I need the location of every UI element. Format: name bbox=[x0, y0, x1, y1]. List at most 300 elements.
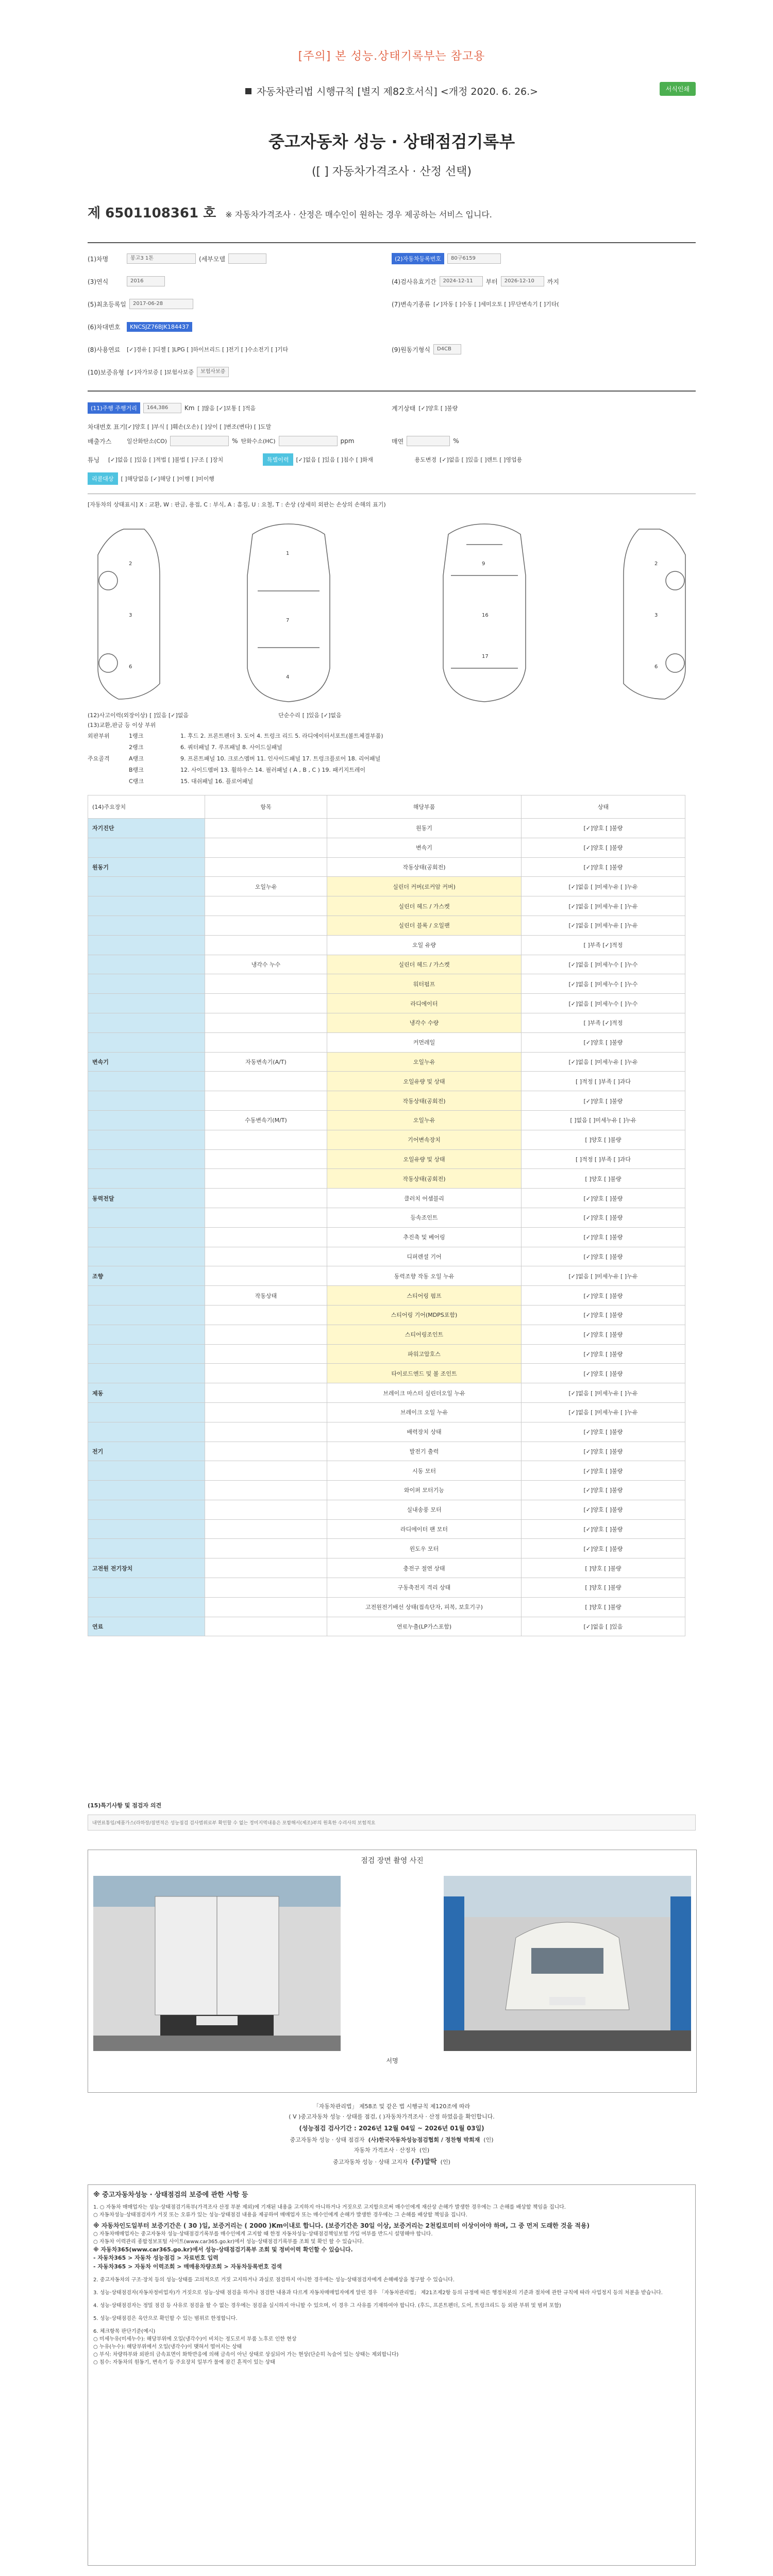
reg-no-field[interactable]: 80구6159 bbox=[447, 253, 501, 264]
row-status[interactable]: [✓]양호 [ ]불량 bbox=[522, 1227, 685, 1247]
page bbox=[88, 0, 696, 1826]
row-part: 워터펌프 bbox=[327, 974, 522, 994]
valid-label: (4)검사유효기간 bbox=[392, 278, 436, 285]
row-status[interactable]: [✓]없음 [ ]미세누수 [ ]누수 bbox=[522, 974, 685, 994]
row-status[interactable]: [✓]없음 [ ]미세누유 [ ]누유 bbox=[522, 1383, 685, 1403]
fuel-label: (8)사용연료 bbox=[88, 346, 121, 353]
row-item bbox=[205, 1442, 327, 1461]
year-label: (3)연식 bbox=[88, 278, 109, 285]
row-part: 디퍼렌셜 기어 bbox=[327, 1247, 522, 1266]
table-row bbox=[88, 1189, 685, 1208]
year-field[interactable]: 2016 bbox=[127, 276, 165, 286]
rank-c-items: 15. 대쉬패널 16. 플로어패널 bbox=[180, 778, 254, 785]
hc-label: 탄화수소(HC) bbox=[241, 438, 276, 445]
fuel-options[interactable]: [✓]경유 [ ]디젤 [ ]LPG [ ]하이브리드 [ ]전기 [ ]수소전기 [ ]기타 bbox=[127, 346, 289, 353]
row-item bbox=[205, 1539, 327, 1558]
row-part: 추진축 및 베어링 bbox=[327, 1227, 522, 1247]
co-unit: % bbox=[232, 437, 238, 445]
svg-text:17: 17 bbox=[482, 654, 489, 659]
row-part: 시동 모터 bbox=[327, 1461, 522, 1481]
row-part: 와이퍼 모터기능 bbox=[327, 1481, 522, 1500]
row-part: 브레이크 오일 누유 bbox=[327, 1402, 522, 1422]
cert-description: ※ 자동차가격조사 · 산정은 매수인이 원하는 경우 제공하는 서비스 입니다. bbox=[225, 210, 492, 219]
trans-options[interactable]: [✓]자동 [ ]수동 [ ]세미오토 [ ]무단변속기 [ ]기타( bbox=[433, 301, 559, 308]
row-status[interactable]: [✓]양호 [ ]불량 bbox=[522, 1247, 685, 1266]
mileage-unit: Km bbox=[184, 404, 195, 412]
row-device: 자기진단 bbox=[88, 819, 205, 838]
row-device bbox=[88, 1325, 205, 1344]
row-status[interactable]: [✓]양호 [ ]불량 bbox=[522, 1422, 685, 1442]
inspection-table bbox=[88, 795, 685, 1636]
warranty-field[interactable]: D4CB bbox=[433, 344, 461, 354]
row-item bbox=[205, 819, 327, 838]
law-line-1: 「자동차관리법」 제58조 및 같은 법 시행규칙 제120조에 따라 bbox=[313, 2103, 470, 2110]
row-item bbox=[205, 1305, 327, 1325]
note-13: ○ 미세누유(미세누수): 해당부위에 오일(냉각수)이 비치는 정도로서 부품 노후로 인한 현상 bbox=[93, 2336, 297, 2342]
row-item bbox=[205, 1169, 327, 1189]
row-device bbox=[88, 1247, 205, 1266]
row-device bbox=[88, 955, 205, 974]
rank1-label: 1랭크 bbox=[129, 733, 144, 739]
row-part: 오일유량 및 상태 bbox=[327, 1072, 522, 1091]
photo-section bbox=[88, 1850, 697, 2093]
row-item bbox=[205, 896, 327, 916]
table-row bbox=[88, 877, 685, 896]
row-part: 라디에이터 bbox=[327, 994, 522, 1013]
first-reg-field[interactable]: 2017-06-28 bbox=[129, 299, 193, 309]
row-status[interactable]: [✓]양호 [ ]불량 bbox=[522, 1325, 685, 1344]
row-status[interactable]: [ ]양호 [ ]불량 bbox=[522, 1169, 685, 1189]
row-device bbox=[88, 1208, 205, 1227]
row-item bbox=[205, 1364, 327, 1383]
car-name-field[interactable]: 봉고3 1톤 bbox=[127, 253, 196, 264]
row-device: 고전원 전기장치 bbox=[88, 1558, 205, 1578]
row-item bbox=[205, 935, 327, 955]
vin-field[interactable]: KNCSJZ76BJK184437 bbox=[127, 322, 192, 332]
row-status[interactable]: [✓]없음 [ ]미세누수 [ ]누수 bbox=[522, 994, 685, 1013]
warranty-label: (9)원동기형식 bbox=[392, 346, 430, 353]
row-status[interactable]: [✓]양호 [ ]불량 bbox=[522, 1364, 685, 1383]
table-row bbox=[88, 1072, 685, 1091]
vin-mark-label: 차대번호 표기 bbox=[88, 423, 126, 431]
rear-photo bbox=[93, 1876, 341, 2051]
special-note-text: 내연료통임/제품가스(라하장/점면적은 성능점검 검사범위로부 확인할 수 없는 정미지역내용은 포함해서(제조)부의 원혹한 수리사의 보험적요 bbox=[88, 1815, 696, 1831]
inspector-line bbox=[88, 2136, 696, 2144]
row-status[interactable]: [✓]양호 [ ]불량 bbox=[522, 1519, 685, 1539]
inspect-date: (성능점검 검사기간 : 2026년 12월 04일 ~ 2026년 01월 03일) bbox=[299, 2125, 484, 2132]
row-mileage bbox=[88, 397, 696, 419]
smoke-field[interactable] bbox=[407, 436, 450, 446]
recall-options[interactable]: [ ]해당없음 [✓]해당 [ ]이행 [ ]미이행 bbox=[121, 476, 214, 482]
table-row bbox=[88, 1402, 685, 1422]
row-part: 실린더 헤드 / 가스켓 bbox=[327, 955, 522, 974]
notes-section bbox=[88, 2184, 696, 2566]
rank2-label: 2랭크 bbox=[129, 744, 144, 751]
table-row bbox=[88, 1558, 685, 1578]
row-item bbox=[205, 974, 327, 994]
row-tuning bbox=[88, 448, 696, 471]
svg-text:2: 2 bbox=[654, 561, 658, 567]
row-vin-mark bbox=[88, 419, 696, 434]
row-item bbox=[205, 1344, 327, 1364]
note-7: - 자동차365 > 자동차 이력조회 > 매매용차량조회 > 자동차등록번호 검색 bbox=[93, 2263, 282, 2270]
note-16: ○ 침수: 자동차의 원동기, 변속기 등 주요장치 일부가 물에 잠긴 흔적이 있는 상태 bbox=[93, 2360, 275, 2365]
svg-text:6: 6 bbox=[129, 664, 132, 670]
note-11: 5. 성능·상태점검은 육안으로 확인할 수 있는 범위로 한정합니다. bbox=[93, 2316, 238, 2321]
row-part: 스티어링조인트 bbox=[327, 1325, 522, 1344]
valid-to-label: 부터 bbox=[485, 278, 498, 285]
row-item bbox=[205, 994, 327, 1013]
row-accident bbox=[88, 709, 696, 721]
page-subtitle: ([ ] 자동차가격조사 · 산정 선택) bbox=[311, 165, 472, 178]
row-device bbox=[88, 1110, 205, 1130]
row-status[interactable]: [✓]없음 [ ]미세누유 [ ]누유 bbox=[522, 1266, 685, 1286]
rank-outer-label: 외판부위 bbox=[88, 733, 110, 739]
row-device bbox=[88, 1091, 205, 1111]
table-row bbox=[88, 1032, 685, 1052]
row-device: 원동기 bbox=[88, 857, 205, 877]
use-change-label: 용도변경 bbox=[414, 456, 437, 463]
row-status[interactable]: [ ]양호 [ ]불량 bbox=[522, 1558, 685, 1578]
accident-label: (12)사고이력(외장이상) bbox=[88, 712, 148, 719]
row-recall bbox=[88, 471, 696, 486]
row-part: 구동축전지 격리 상태 bbox=[327, 1578, 522, 1598]
table-row bbox=[88, 1227, 685, 1247]
table-row bbox=[88, 1130, 685, 1149]
inspector-name: (사)한국자동차성능점검협회 / 정찬형 박희재 bbox=[368, 2137, 480, 2143]
row-status[interactable]: [ ]양호 [ ]불량 bbox=[522, 1578, 685, 1598]
row-device: 제동 bbox=[88, 1383, 205, 1403]
notifier-line bbox=[88, 2156, 696, 2166]
svg-text:1: 1 bbox=[286, 551, 290, 556]
row-status[interactable]: [✓]양호 [ ]불량 bbox=[522, 857, 685, 877]
row-car-name bbox=[88, 247, 696, 270]
row-device bbox=[88, 1286, 205, 1306]
valid-from-field[interactable]: 2024-12-11 bbox=[440, 276, 483, 286]
row-part: 윈도우 모터 bbox=[327, 1539, 522, 1558]
table-row bbox=[88, 935, 685, 955]
valid-end-label: 까지 bbox=[547, 278, 559, 285]
row-part: 브레이크 마스터 실린더오일 누유 bbox=[327, 1383, 522, 1403]
table-row bbox=[88, 1578, 685, 1598]
row-status[interactable]: [✓]양호 [ ]불량 bbox=[522, 1286, 685, 1306]
regulation-text: 자동차관리법 시행규칙 [별지 제82호서식] <개정 2020. 6. 26.> bbox=[256, 86, 539, 97]
first-reg-label: (5)최초등록일 bbox=[88, 300, 126, 308]
sign-block bbox=[88, 2102, 696, 2166]
table-row bbox=[88, 1149, 685, 1169]
row-device bbox=[88, 916, 205, 935]
table-row bbox=[88, 1344, 685, 1364]
table-row bbox=[88, 1325, 685, 1344]
row-part: 실린더 커버(로커암 커버) bbox=[327, 877, 522, 896]
table-row bbox=[88, 1500, 685, 1519]
mileage-field[interactable]: 164,386 bbox=[143, 403, 181, 413]
row-status[interactable]: [✓]없음 [ ]미세누유 [ ]누유 bbox=[522, 1052, 685, 1072]
appraiser-label: 자동차 가격조사 · 산정자 bbox=[354, 2147, 416, 2154]
note-15: ○ 부식: 차량하부와 외판의 금속표면이 화학반응에 의해 금속이 아닌 상태로 상실되어 가는 현상(단순히 녹슬어 있는 상태는 제외합니다) bbox=[93, 2352, 399, 2358]
row-status[interactable]: [✓]없음 [ ]있음 bbox=[522, 1617, 685, 1636]
row-device bbox=[88, 1481, 205, 1500]
vin-mark-options[interactable]: [✓]양호 [ ]부식 [ ]훼손(오손) [ ]상이 [ ]변조(변타) [ ]도말 bbox=[125, 423, 272, 430]
recall-button[interactable]: 리콜대상 bbox=[88, 472, 118, 485]
co-field[interactable] bbox=[170, 436, 229, 446]
row-device: 조향 bbox=[88, 1266, 205, 1286]
use-change-options[interactable]: [✓]없음 [ ]있음 [ ]렌트 [ ]영업용 bbox=[440, 456, 523, 463]
table-row bbox=[88, 819, 685, 838]
row-item: 작동상태 bbox=[205, 1286, 327, 1306]
row-status[interactable]: [ ]부족 [✓]적정 bbox=[522, 1013, 685, 1032]
row-status[interactable]: [✓]양호 [ ]불량 bbox=[522, 1442, 685, 1461]
row-item bbox=[205, 1578, 327, 1598]
row-part: 작동상태(공회전) bbox=[327, 857, 522, 877]
note-10: 4. 성능·상태점검자는 정밀 점검 등 사유로 점검을 할 수 없는 경우에는 점검을 실시하지 아니할 수 있으며, 이 경우 그 사유를 기재하여야 합니다. (후드, 프론트펜더, 도어, 트렁크리드 등 외판 부위 및 범퍼 포함) bbox=[93, 2303, 561, 2309]
notes-title: ※ 중고자동차성능 · 상태점검의 보증에 관한 사항 등 bbox=[93, 2191, 248, 2199]
row-status[interactable]: [✓]없음 [ ]미세누유 [ ]누유 bbox=[522, 916, 685, 935]
row-device bbox=[88, 877, 205, 896]
note-8: 2. 중고자동차의 구조·장치 등의 성능·상태를 고의적으로 거짓 고지하거나 과실로 점검하지 아니한 경우에는 성능·상태점검자에게 손해배상을 청구할 수 있습니다. bbox=[93, 2277, 455, 2283]
row-item bbox=[205, 838, 327, 857]
row-item bbox=[205, 1461, 327, 1481]
row-item: 냉각수 누수 bbox=[205, 955, 327, 974]
gauge-options[interactable]: [✓]양호 [ ]불량 bbox=[418, 405, 458, 412]
table-head-item: 항목 bbox=[205, 795, 327, 819]
ins-options[interactable]: [✓]자가보증 [ ]보험사보증 bbox=[127, 369, 194, 376]
row-status[interactable]: [ ]적정 [ ]부족 [ ]과다 bbox=[522, 1149, 685, 1169]
table-row bbox=[88, 1247, 685, 1266]
row-status[interactable]: [✓]양호 [ ]불량 bbox=[522, 1208, 685, 1227]
svg-text:3: 3 bbox=[129, 613, 132, 618]
row-device bbox=[88, 1364, 205, 1383]
table-row bbox=[88, 838, 685, 857]
table-row bbox=[88, 1052, 685, 1072]
svg-text:7: 7 bbox=[286, 618, 290, 623]
special-note-section bbox=[88, 1801, 696, 1831]
table-row bbox=[88, 1597, 685, 1617]
row-item: 수동변속기(M/T) bbox=[205, 1110, 327, 1130]
table-row bbox=[88, 1442, 685, 1461]
square-bullet-icon bbox=[245, 88, 251, 94]
mileage-label: (11)주행 주행거리 bbox=[88, 402, 140, 414]
note-6: - 자동차365 > 자동차 성능점검 > 자료번호 입력 bbox=[93, 2255, 219, 2261]
row-item bbox=[205, 1072, 327, 1091]
row-item bbox=[205, 1247, 327, 1266]
rank-a-label: A랭크 bbox=[129, 755, 144, 762]
accident-options[interactable]: [ ]있음 [✓]없음 bbox=[149, 712, 189, 719]
tuning-options[interactable]: [✓]없음 [ ]있음 [ ]적법 [ ]불법 [ ]구조 [ ]장치 bbox=[108, 456, 224, 463]
row-status[interactable]: [✓]양호 [ ]불량 bbox=[522, 1189, 685, 1208]
valid-to-field[interactable]: 2026-12-10 bbox=[501, 276, 544, 286]
rank2-items: 6. 쿼터패널 7. 루프패널 8. 사이드실패널 bbox=[180, 744, 282, 751]
row-device bbox=[88, 896, 205, 916]
table-row bbox=[88, 955, 685, 974]
row-status[interactable]: [ ]부족 [✓]적정 bbox=[522, 935, 685, 955]
notifier-seal: (인) bbox=[440, 2159, 450, 2165]
table-row bbox=[88, 896, 685, 916]
hc-field[interactable] bbox=[279, 436, 338, 446]
table-row bbox=[88, 916, 685, 935]
row-part: 작동상태(공회전) bbox=[327, 1169, 522, 1189]
row-part: 변속기 bbox=[327, 838, 522, 857]
row-device bbox=[88, 994, 205, 1013]
row-rank-a bbox=[88, 753, 696, 764]
table-row bbox=[88, 1461, 685, 1481]
diagram-legend: [자동차의 상태표시] X : 교환, W : 판금, 용접, C : 부식, A : 흠집, U : 요철, T : 손상 (상세히 외판는 손상의 손해의 표기) bbox=[88, 501, 386, 508]
appraiser-line bbox=[88, 2146, 696, 2154]
simple-repair-label: 단순수리 bbox=[278, 712, 300, 719]
row-status[interactable]: [✓]없음 [ ]미세누유 [ ]누유 bbox=[522, 1402, 685, 1422]
row-device: 동력전달 bbox=[88, 1189, 205, 1208]
rank-c-label: C랭크 bbox=[129, 778, 144, 785]
row-device bbox=[88, 1227, 205, 1247]
row-rank-b bbox=[88, 764, 696, 775]
row-status[interactable]: [✓]없음 [ ]미세누수 [ ]누수 bbox=[522, 955, 685, 974]
svg-text:2: 2 bbox=[129, 561, 132, 567]
row-item: 오일누유 bbox=[205, 877, 327, 896]
row-status[interactable]: [✓]양호 [ ]불량 bbox=[522, 1461, 685, 1481]
row-device bbox=[88, 1402, 205, 1422]
reg-no-label: (2)자동차등록번호 bbox=[392, 253, 444, 264]
table-row bbox=[88, 1519, 685, 1539]
detail-model-field[interactable] bbox=[228, 253, 266, 264]
row-part: 실내송풍 모터 bbox=[327, 1500, 522, 1519]
row-status[interactable]: [✓]양호 [ ]불량 bbox=[522, 1032, 685, 1052]
row-device bbox=[88, 1072, 205, 1091]
row-status[interactable]: [✓]양호 [ ]불량 bbox=[522, 1500, 685, 1519]
row-item bbox=[205, 1402, 327, 1422]
mileage-options[interactable]: [ ]많음 [✓]보통 [ ]적음 bbox=[197, 405, 256, 412]
emission-label: 배출가스 bbox=[88, 437, 112, 445]
row-item bbox=[205, 1325, 327, 1344]
table-head-device: (14)주요장치 bbox=[88, 795, 205, 819]
special-history-button[interactable]: 특별이력 bbox=[263, 453, 293, 466]
row-device bbox=[88, 935, 205, 955]
row-status[interactable]: [ ]양호 [ ]불량 bbox=[522, 1130, 685, 1149]
co-label: 일산화탄소(CO) bbox=[127, 438, 167, 445]
regulation-line bbox=[88, 84, 696, 98]
row-status[interactable]: [✓]양호 [ ]불량 bbox=[522, 838, 685, 857]
row-part: 오일유량 및 상태 bbox=[327, 1149, 522, 1169]
svg-text:16: 16 bbox=[482, 613, 489, 618]
row-status[interactable]: [ ]적정 [ ]부족 [ ]과다 bbox=[522, 1072, 685, 1091]
row-status[interactable]: [✓]양호 [ ]불량 bbox=[522, 819, 685, 838]
row-part: 실린더 헤드 / 가스켓 bbox=[327, 896, 522, 916]
row-part: 오일누유 bbox=[327, 1052, 522, 1072]
row-part: 등속조인트 bbox=[327, 1208, 522, 1227]
note-14: ○ 누유(누수): 해당부위에서 오일(냉각수)이 맺혀서 떨어지는 상태 bbox=[93, 2344, 242, 2350]
table-row bbox=[88, 1266, 685, 1286]
rank-b-label: B랭크 bbox=[129, 767, 144, 773]
row-item bbox=[205, 1500, 327, 1519]
row-device: 변속기 bbox=[88, 1052, 205, 1072]
row-status[interactable]: [✓]양호 [ ]불량 bbox=[522, 1344, 685, 1364]
sign-label: 서명 bbox=[386, 2057, 398, 2064]
row-part: 원동기 bbox=[327, 819, 522, 838]
row-emission bbox=[88, 434, 696, 448]
trans-label: (7)변속기종류 bbox=[392, 300, 430, 308]
row-device bbox=[88, 1032, 205, 1052]
print-button[interactable]: 서식인쇄 bbox=[660, 82, 696, 96]
row-status[interactable]: [✓]양호 [ ]불량 bbox=[522, 1539, 685, 1558]
row-part: 작동상태(공회전) bbox=[327, 1091, 522, 1111]
row-status[interactable]: [✓]양호 [ ]불량 bbox=[522, 1305, 685, 1325]
row-part: 오일 유량 bbox=[327, 935, 522, 955]
page-title: 중고자동차 성능 · 상태점검기록부 bbox=[268, 132, 515, 151]
row-rank-c bbox=[88, 775, 696, 787]
outer-label: (13)교환,판금 등 이상 부위 bbox=[88, 722, 156, 728]
table-row bbox=[88, 1013, 685, 1032]
row-fuel bbox=[88, 338, 696, 361]
row-device: 전기 bbox=[88, 1442, 205, 1461]
row-status[interactable]: [ ]없음 [ ]미세누유 [ ]누유 bbox=[522, 1110, 685, 1130]
row-status[interactable]: [✓]없음 [ ]미세누유 [ ]누유 bbox=[522, 896, 685, 916]
row-item: 자동변속기(A/T) bbox=[205, 1052, 327, 1072]
notifier-name: (주)말딱 bbox=[411, 2158, 437, 2166]
note-9: 3. 성능·상태점검자(자동차정비업자)가 거짓으로 성능·상태 점검을 하거나 점검한 내용과 다르게 자동차매매업자에게 알린 경우 「자동차관리법」 제21조제2항 등의 규정에 따른 행정처분의 기준과 절차에 관한 규칙에 따라 사업정지 등의 처분을 받습니다. bbox=[93, 2290, 663, 2296]
note-1: 1. ○ 자동차 매매업자는 성능·상태점검기록부(가격조사 산정 부분 제외)에 기재된 내용을 고지하지 아니하거나 거짓으로 고지함으로써 매수인에게 재산상 손해가 발생한 경우에는 그 손해를 배상할 책임을 집니다. bbox=[93, 2204, 566, 2210]
row-device bbox=[88, 838, 205, 857]
row-device bbox=[88, 1597, 205, 1617]
note-1b: ○ 자동차성능·상태점검자가 거짓 또는 오류가 있는 성능·상태점검 내용을 제공하여 매매업자 또는 매수인에게 손해가 발생한 경우에는 그 손해를 배상할 책임을 집니다. bbox=[93, 2212, 467, 2218]
ins-label: (10)보증유형 bbox=[88, 368, 125, 376]
row-item bbox=[205, 1208, 327, 1227]
row-item bbox=[205, 1013, 327, 1032]
row-part: 오일누유 bbox=[327, 1110, 522, 1130]
row-status[interactable]: [✓]양호 [ ]불량 bbox=[522, 1481, 685, 1500]
row-part: 배력장치 상태 bbox=[327, 1422, 522, 1442]
table-row bbox=[88, 1364, 685, 1383]
front-photo bbox=[444, 1876, 691, 2051]
tuning-label: 튜닝 bbox=[88, 456, 100, 464]
ins-button[interactable]: 보험사보증 bbox=[197, 367, 229, 377]
rank-frame-label: 주요골격 bbox=[88, 755, 110, 762]
row-part: 동력조향 작동 오일 누유 bbox=[327, 1266, 522, 1286]
table-row bbox=[88, 1169, 685, 1189]
row-status[interactable]: [✓]없음 [ ]미세누유 [ ]누유 bbox=[522, 877, 685, 896]
smoke-label: 매연 bbox=[392, 437, 404, 445]
gauge-label: 계기상태 bbox=[392, 404, 416, 412]
row-part: 충전구 절연 상태 bbox=[327, 1558, 522, 1578]
rank-b-items: 12. 사이드멤버 13. 휠하우스 14. 필러패널 ( A , B , C ) 19. 패키지트레이 bbox=[180, 767, 366, 773]
rank-a-items: 9. 프론트패널 10. 크로스멤버 11. 인사이드패널 17. 트렁크플로어 18. 리어패널 bbox=[180, 755, 381, 762]
table-row bbox=[88, 1617, 685, 1636]
row-item bbox=[205, 1149, 327, 1169]
table-row bbox=[88, 1305, 685, 1325]
row-part: 커먼레일 bbox=[327, 1032, 522, 1052]
row-item bbox=[205, 1519, 327, 1539]
table-row bbox=[88, 1110, 685, 1130]
row-device bbox=[88, 1013, 205, 1032]
rank1-items: 1. 후드 2. 프론트펜더 3. 도어 4. 트렁크 리드 5. 라디에이터서포트(볼트체결부품) bbox=[180, 733, 383, 739]
row-device bbox=[88, 1169, 205, 1189]
table-row bbox=[88, 1286, 685, 1306]
car-name-label: (1)차명 bbox=[88, 255, 109, 263]
row-item bbox=[205, 1032, 327, 1052]
row-item bbox=[205, 1422, 327, 1442]
special-history-options[interactable]: [✓]없음 [ ]있음 [ ]침수 [ ]화재 bbox=[296, 456, 374, 463]
svg-text:6: 6 bbox=[654, 664, 658, 670]
svg-text:3: 3 bbox=[654, 613, 658, 618]
row-part: 스티어링 기어(MDPS포함) bbox=[327, 1305, 522, 1325]
table-row bbox=[88, 1383, 685, 1403]
row-status[interactable]: [ ]양호 [ ]불량 bbox=[522, 1597, 685, 1617]
row-vin bbox=[88, 315, 696, 338]
table-head-status: 상태 bbox=[522, 795, 685, 819]
simple-repair-options[interactable]: [ ]있음 [✓]없음 bbox=[302, 712, 342, 719]
vin-label: (6)차대번호 bbox=[88, 323, 121, 331]
row-device bbox=[88, 1539, 205, 1558]
row-status[interactable]: [✓]양호 [ ]불량 bbox=[522, 1091, 685, 1111]
cert-line bbox=[88, 202, 696, 222]
